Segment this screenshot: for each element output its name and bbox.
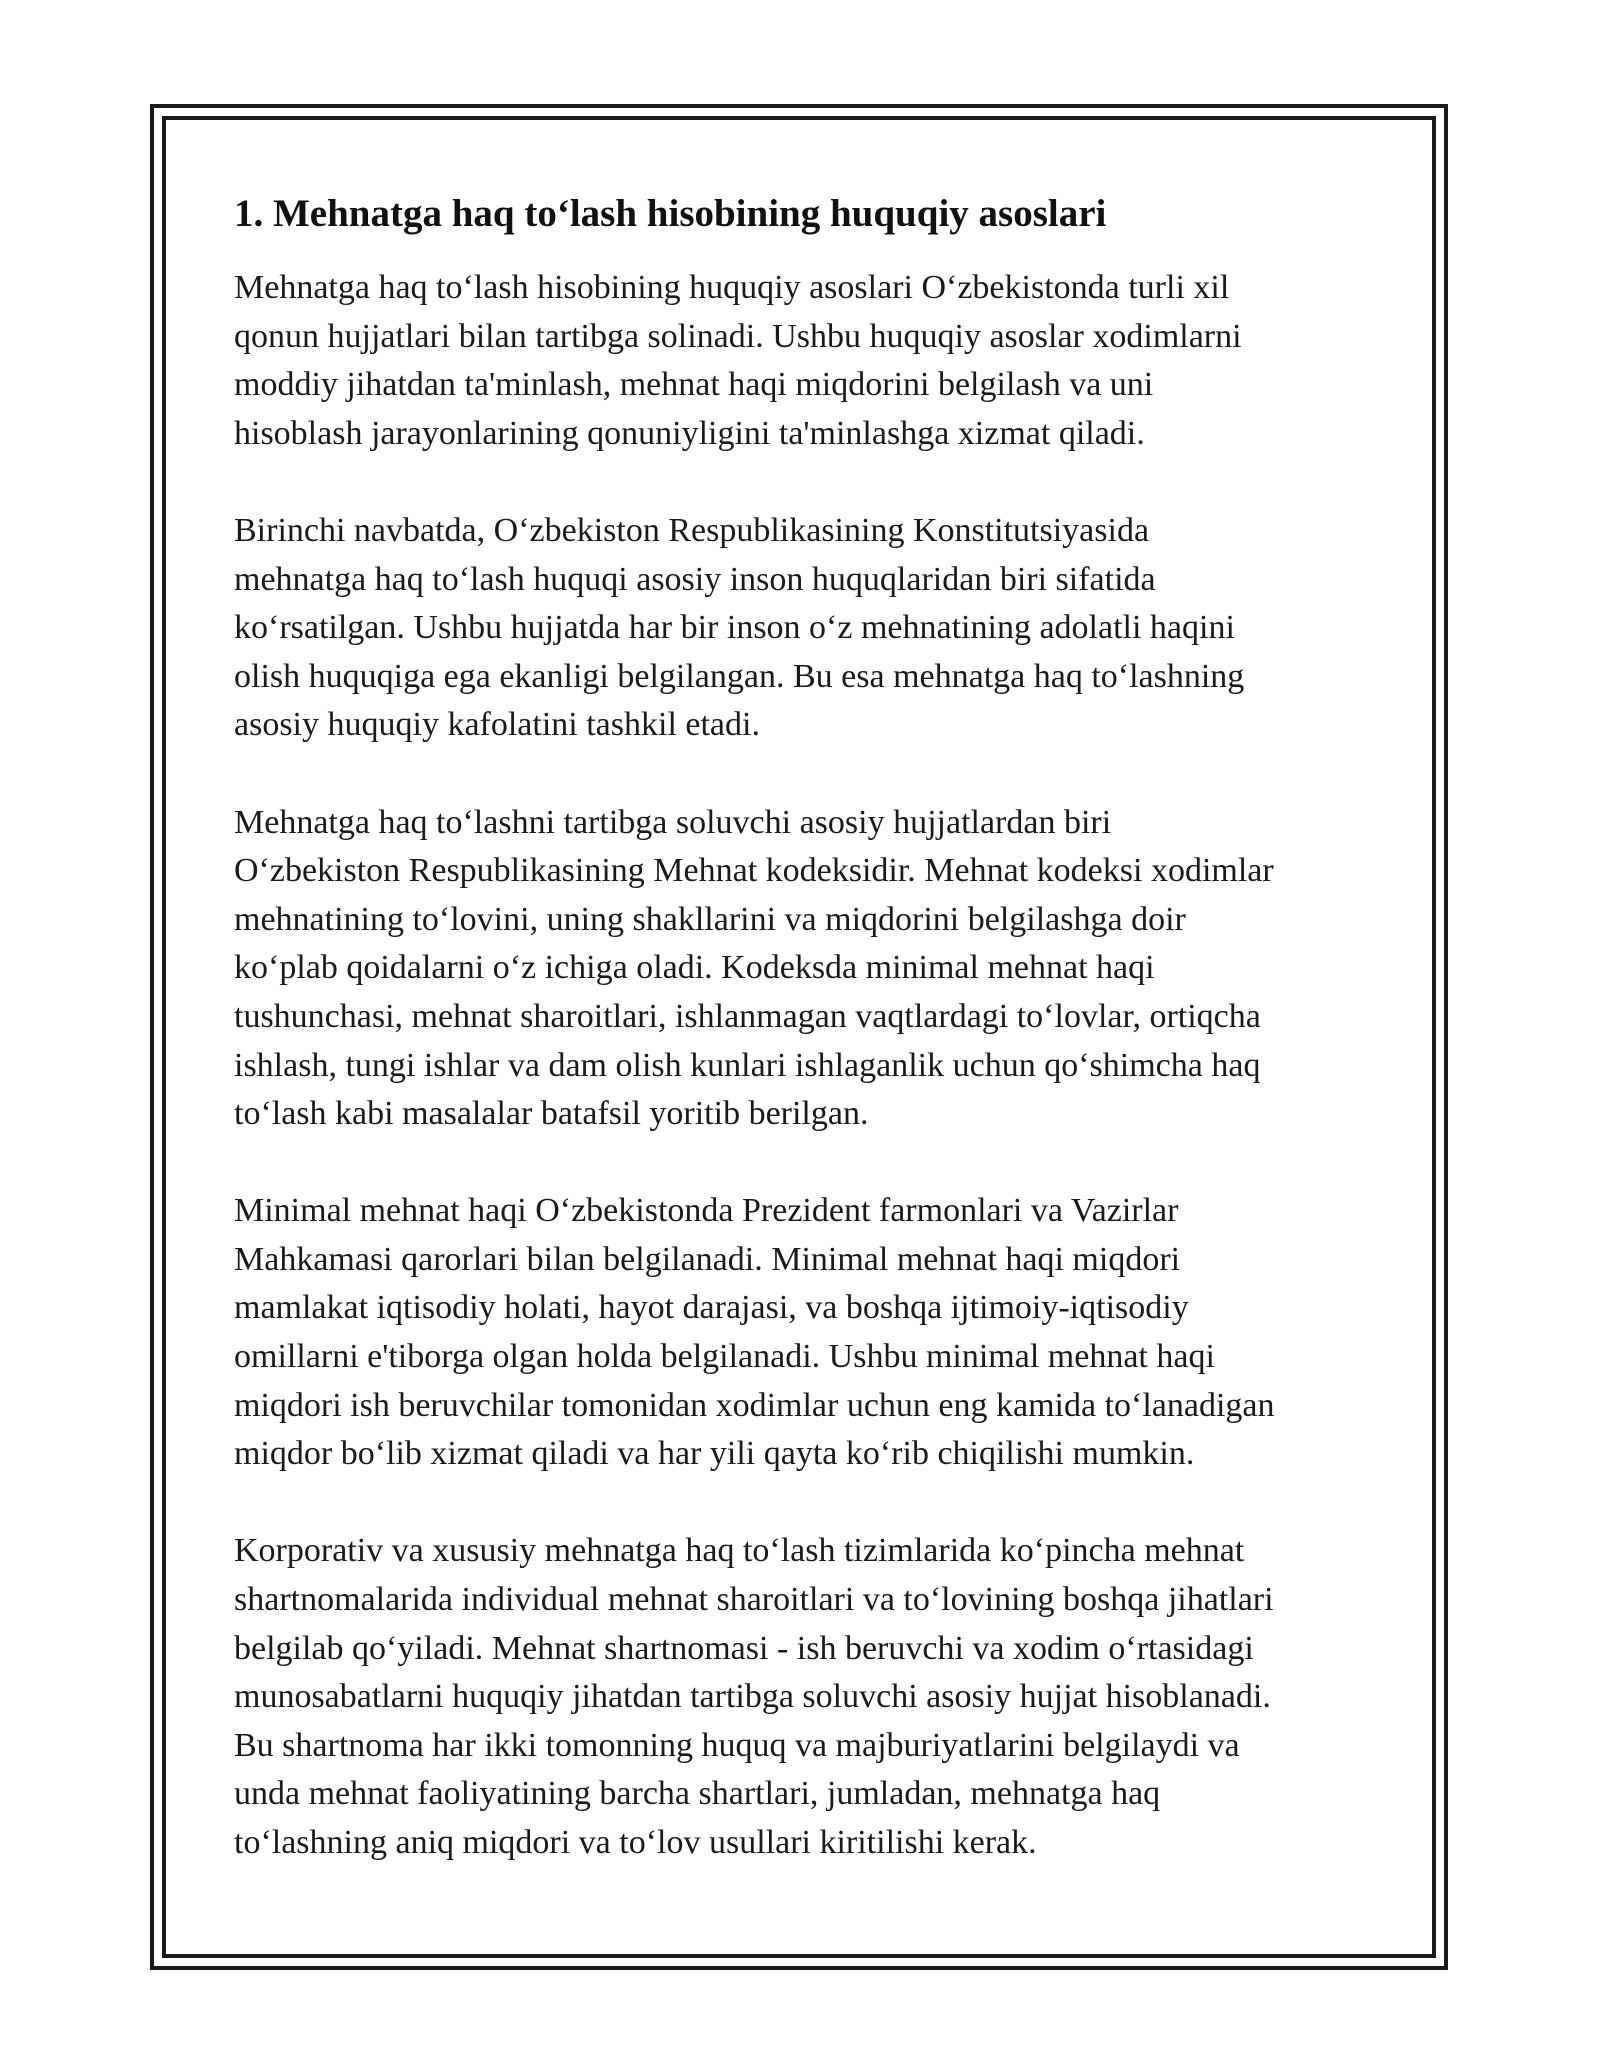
paragraph-line: O‘zbekiston Respublikasining Mehnat kodeksidir. Mehnat kodeksi xodimlar [234,852,1274,890]
document-content [234,186,1374,1916]
paragraph-line: Mehnatga haq to‘lash hisobining huquqiy asoslari O‘zbekistonda turli xil [234,269,1230,306]
paragraph-4 [234,1187,1374,1479]
paragraph-line: to‘lashning aniq miqdori va to‘lov usullari kiritilishi kerak. [234,1824,1037,1861]
paragraph-line: belgilab qo‘yiladi. Mehnat shartnomasi - ish beruvchi va xodim o‘rtasidagi [234,1629,1254,1667]
paragraph-line: asosiy huquqiy kafolatini tashkil etadi. [234,706,760,744]
paragraph-line: miqdor bo‘lib xizmat qiladi va har yili qayta ko‘rib chiqilishi mumkin. [234,1435,1195,1473]
paragraph-line: munosabatlarni huquqiy jihatdan tartibga soluvchi asosiy hujjat hisoblanadi. [234,1678,1271,1716]
paragraph-line: hisoblash jarayonlarining qonuniyligini ta'minlashga xizmat qiladi. [234,414,1145,452]
paragraph-2 [234,507,1374,750]
paragraph-line: Korporativ va xususiy mehnatga haq to‘lash tizimlarida ko‘pincha mehnat [234,1532,1245,1570]
paragraph-line: Mahkamasi qarorlari bilan belgilanadi. Minimal mehnat haqi miqdori [234,1240,1181,1278]
paragraph-line: to‘lash kabi masalalar batafsil yoritib berilgan. [234,1095,869,1133]
paragraph-1 [234,264,1374,458]
paragraph-line: tushunchasi, mehnat sharoitlari, ishlanmagan vaqtlardagi to‘lovlar, ortiqcha [234,997,1261,1035]
paragraph-5 [234,1527,1374,1867]
paragraph-line: shartnomalarida individual mehnat sharoitlari va to‘lovining boshqa jihatlari [234,1581,1274,1619]
paragraph-line: unda mehnat faoliyatining barcha shartlari, jumladan, mehnatga haq [234,1775,1161,1813]
paragraph-line: mehnatga haq to‘lash huquqi asosiy inson huquqlaridan biri sifatida [234,560,1156,598]
paragraph-line: qonun hujjatlari bilan tartibga solinadi. Ushbu huquqiy asoslar xodimlarni [234,317,1242,355]
section-title: 1. Mehnatga haq to‘lash hisobining huquqiy asoslari [234,192,1107,235]
paragraph-line: mehnatining to‘lovini, uning shakllarini va miqdorini belgilashga doir [234,900,1186,938]
paragraph-line: ishlash, tungi ishlar va dam olish kunlari ishlaganlik uchun qo‘shimcha haq [234,1046,1261,1084]
paragraph-line: mamlakat iqtisodiy holati, hayot darajasi, va boshqa ijtimoiy-iqtisodiy [234,1289,1189,1327]
paragraph-line: Minimal mehnat haqi O‘zbekistonda Prezident farmonlari va Vazirlar [234,1192,1179,1230]
paragraph-line: Birinchi navbatda, O‘zbekiston Respublikasining Konstitutsiyasida [234,511,1150,549]
paragraph-line: Bu shartnoma har ikki tomonning huquq va majburiyatlarini belgilaydi va [234,1726,1240,1764]
paragraph-line: Mehnatga haq to‘lashni tartibga soluvchi asosiy hujjatlardan biri [234,803,1112,841]
paragraph-line: moddiy jihatdan ta'minlash, mehnat haqi miqdorini belgilash va uni [234,366,1154,404]
paragraph-line: ko‘rsatilgan. Ushbu hujjatda har bir inson o‘z mehnatining adolatli haqini [234,609,1235,647]
paragraph-3 [234,799,1374,1139]
paragraph-line: miqdori ish beruvchilar tomonidan xodimlar uchun eng kamida to‘lanadigan [234,1386,1275,1424]
paragraph-line: ko‘plab qoidalarni o‘z ichiga oladi. Kodeksda minimal mehnat haqi [234,949,1155,987]
paragraph-line: omillarni e'tiborga olgan holda belgilanadi. Ushbu minimal mehnat haqi [234,1338,1215,1376]
paragraph-line: olish huquqiga ega ekanligi belgilangan. Bu esa mehnatga haq to‘lashning [234,657,1245,695]
